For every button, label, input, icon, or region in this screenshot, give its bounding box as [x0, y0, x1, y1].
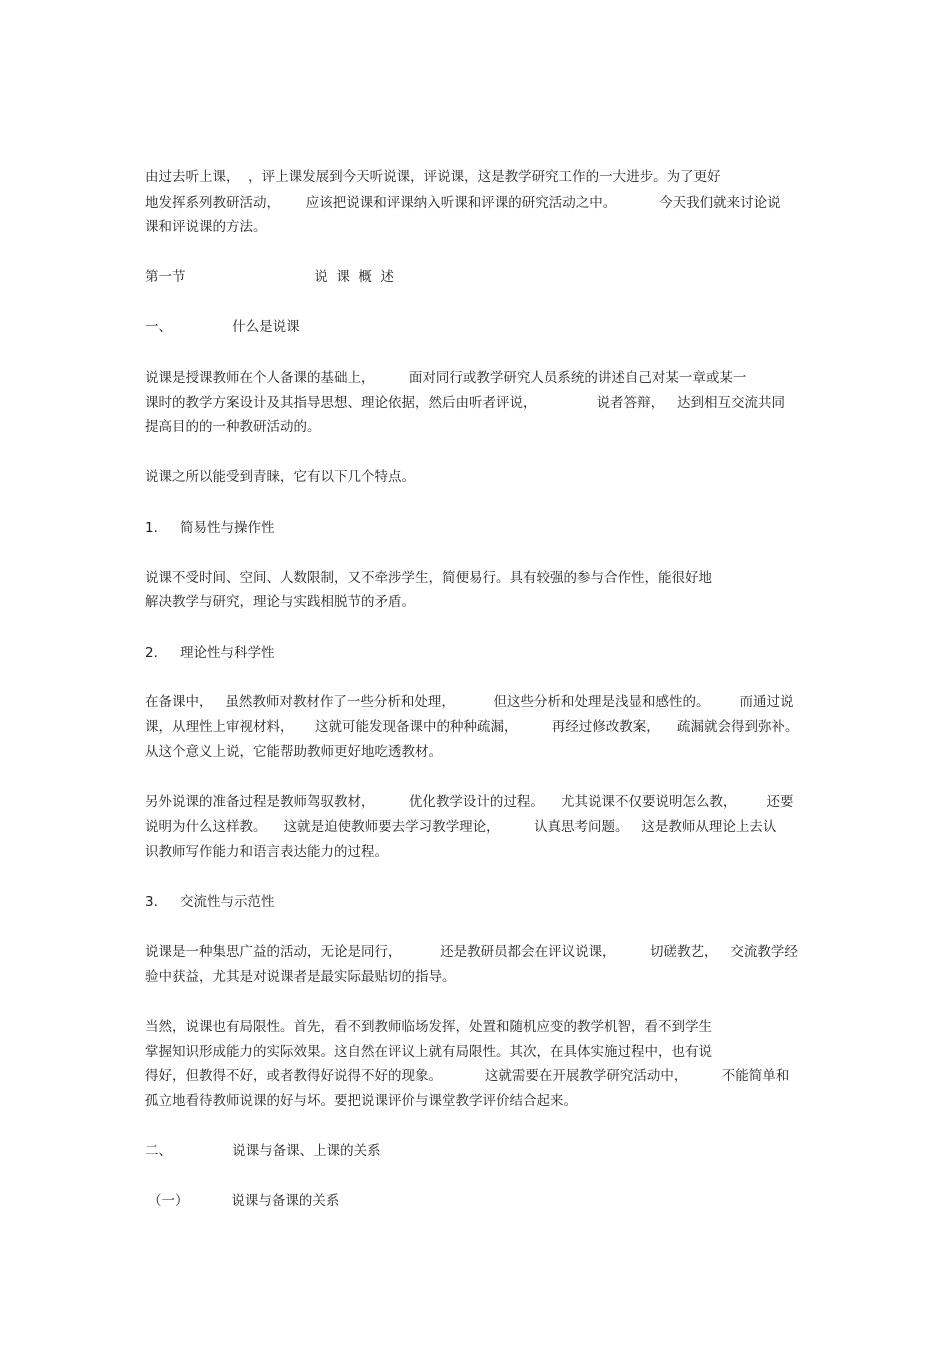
intro-line-2: 地发挥系列教研活动， 应该把说课和评课纳入听课和评课的研究活动之中。 今天我们就来讨论说: [145, 195, 781, 211]
definition-line-3: 提高目的的一种教研活动的。: [145, 419, 321, 435]
feature-1-heading: 1． 简易性与操作性: [145, 520, 275, 536]
prep-line-2: 说明为什么这样教。 这就是迫使教师要去学习教学理论， 认真思考问题。 这是教师从理论上去认: [145, 819, 777, 835]
prep-line-1: 另外说课的准备过程是教师驾驭教材， 优化教学设计的过程。 尤其说课不仅要说明怎么教， 还要: [145, 794, 794, 810]
definition-line-2: 课时的教学方案设计及其指导思想、理论依据，然后由听者评说， 说者答辩， 达到相互交流共同: [145, 395, 785, 411]
limitation-line-2: 掌握知识形成能力的实际效果。这自然在评议上就有局限性。其次，在具体实施过程中，也有说: [145, 1044, 712, 1060]
limitation-line-4: 孤立地看待教师说课的好与坏。要把说课评价与课堂教学评价结合起来。: [145, 1093, 577, 1109]
feature-3-line-2: 验中获益，尤其是对说课者是最实际最贴切的指导。: [145, 969, 456, 985]
feature-2-line-2: 课，从理性上审视材料， 这就可能发现备课中的种种疏漏， 再经过修改教案， 疏漏就会得到弥补。: [145, 719, 799, 735]
heading-what-is: 一、 什么是说课: [145, 319, 300, 335]
intro-line-3: 课和评说课的方法。: [145, 219, 267, 235]
limitation-line-1: 当然，说课也有局限性。首先，看不到教师临场发挥，处置和随机应变的教学机智，看不到学生: [145, 1019, 712, 1035]
prep-line-3: 识教师写作能力和语言表达能力的过程。: [145, 844, 388, 860]
feature-2-heading: 2． 理论性与科学性: [145, 645, 275, 661]
intro-line-1: 由过去听上课， ，评上课发展到今天听说课，评说课，这是教学研究工作的一大进步。为了更好: [145, 169, 721, 185]
feature-2-line-3: 从这个意义上说，它能帮助教师更好地吃透教材。: [145, 744, 442, 760]
section-heading: 第一节 说 课 概 述: [145, 269, 394, 285]
feature-3-heading: 3． 交流性与示范性: [145, 894, 275, 910]
heading-relation: 二、 说课与备课、上课的关系: [145, 1143, 381, 1159]
subheading-prep-relation: （一） 说课与备课的关系: [148, 1193, 340, 1209]
feature-1-line-2: 解决教学与研究，理论与实践相脱节的矛盾。: [145, 594, 415, 610]
definition-line-1: 说课是授课教师在个人备课的基础上， 面对同行或教学研究人员系统的讲述自己对某一章或某一: [145, 370, 747, 386]
limitation-line-3: 得好，但教得不好，或者教得好说得不好的现象。 这就需要在开展教学研究活动中， 不能简单和: [145, 1068, 790, 1084]
features-intro: 说课之所以能受到青睐，它有以下几个特点。: [145, 469, 415, 485]
feature-2-line-1: 在备课中， 虽然教师对教材作了一些分析和处理， 但这些分析和处理是浅显和感性的。 而通过说: [145, 694, 794, 710]
feature-1-line-1: 说课不受时间、空间、人数限制，又不牵涉学生，简便易行。具有较强的参与合作性，能很好地: [145, 570, 712, 586]
feature-3-line-1: 说课是一种集思广益的活动，无论是同行， 还是教研员都会在评议说课， 切磋教艺， 交流教学经: [145, 944, 798, 960]
